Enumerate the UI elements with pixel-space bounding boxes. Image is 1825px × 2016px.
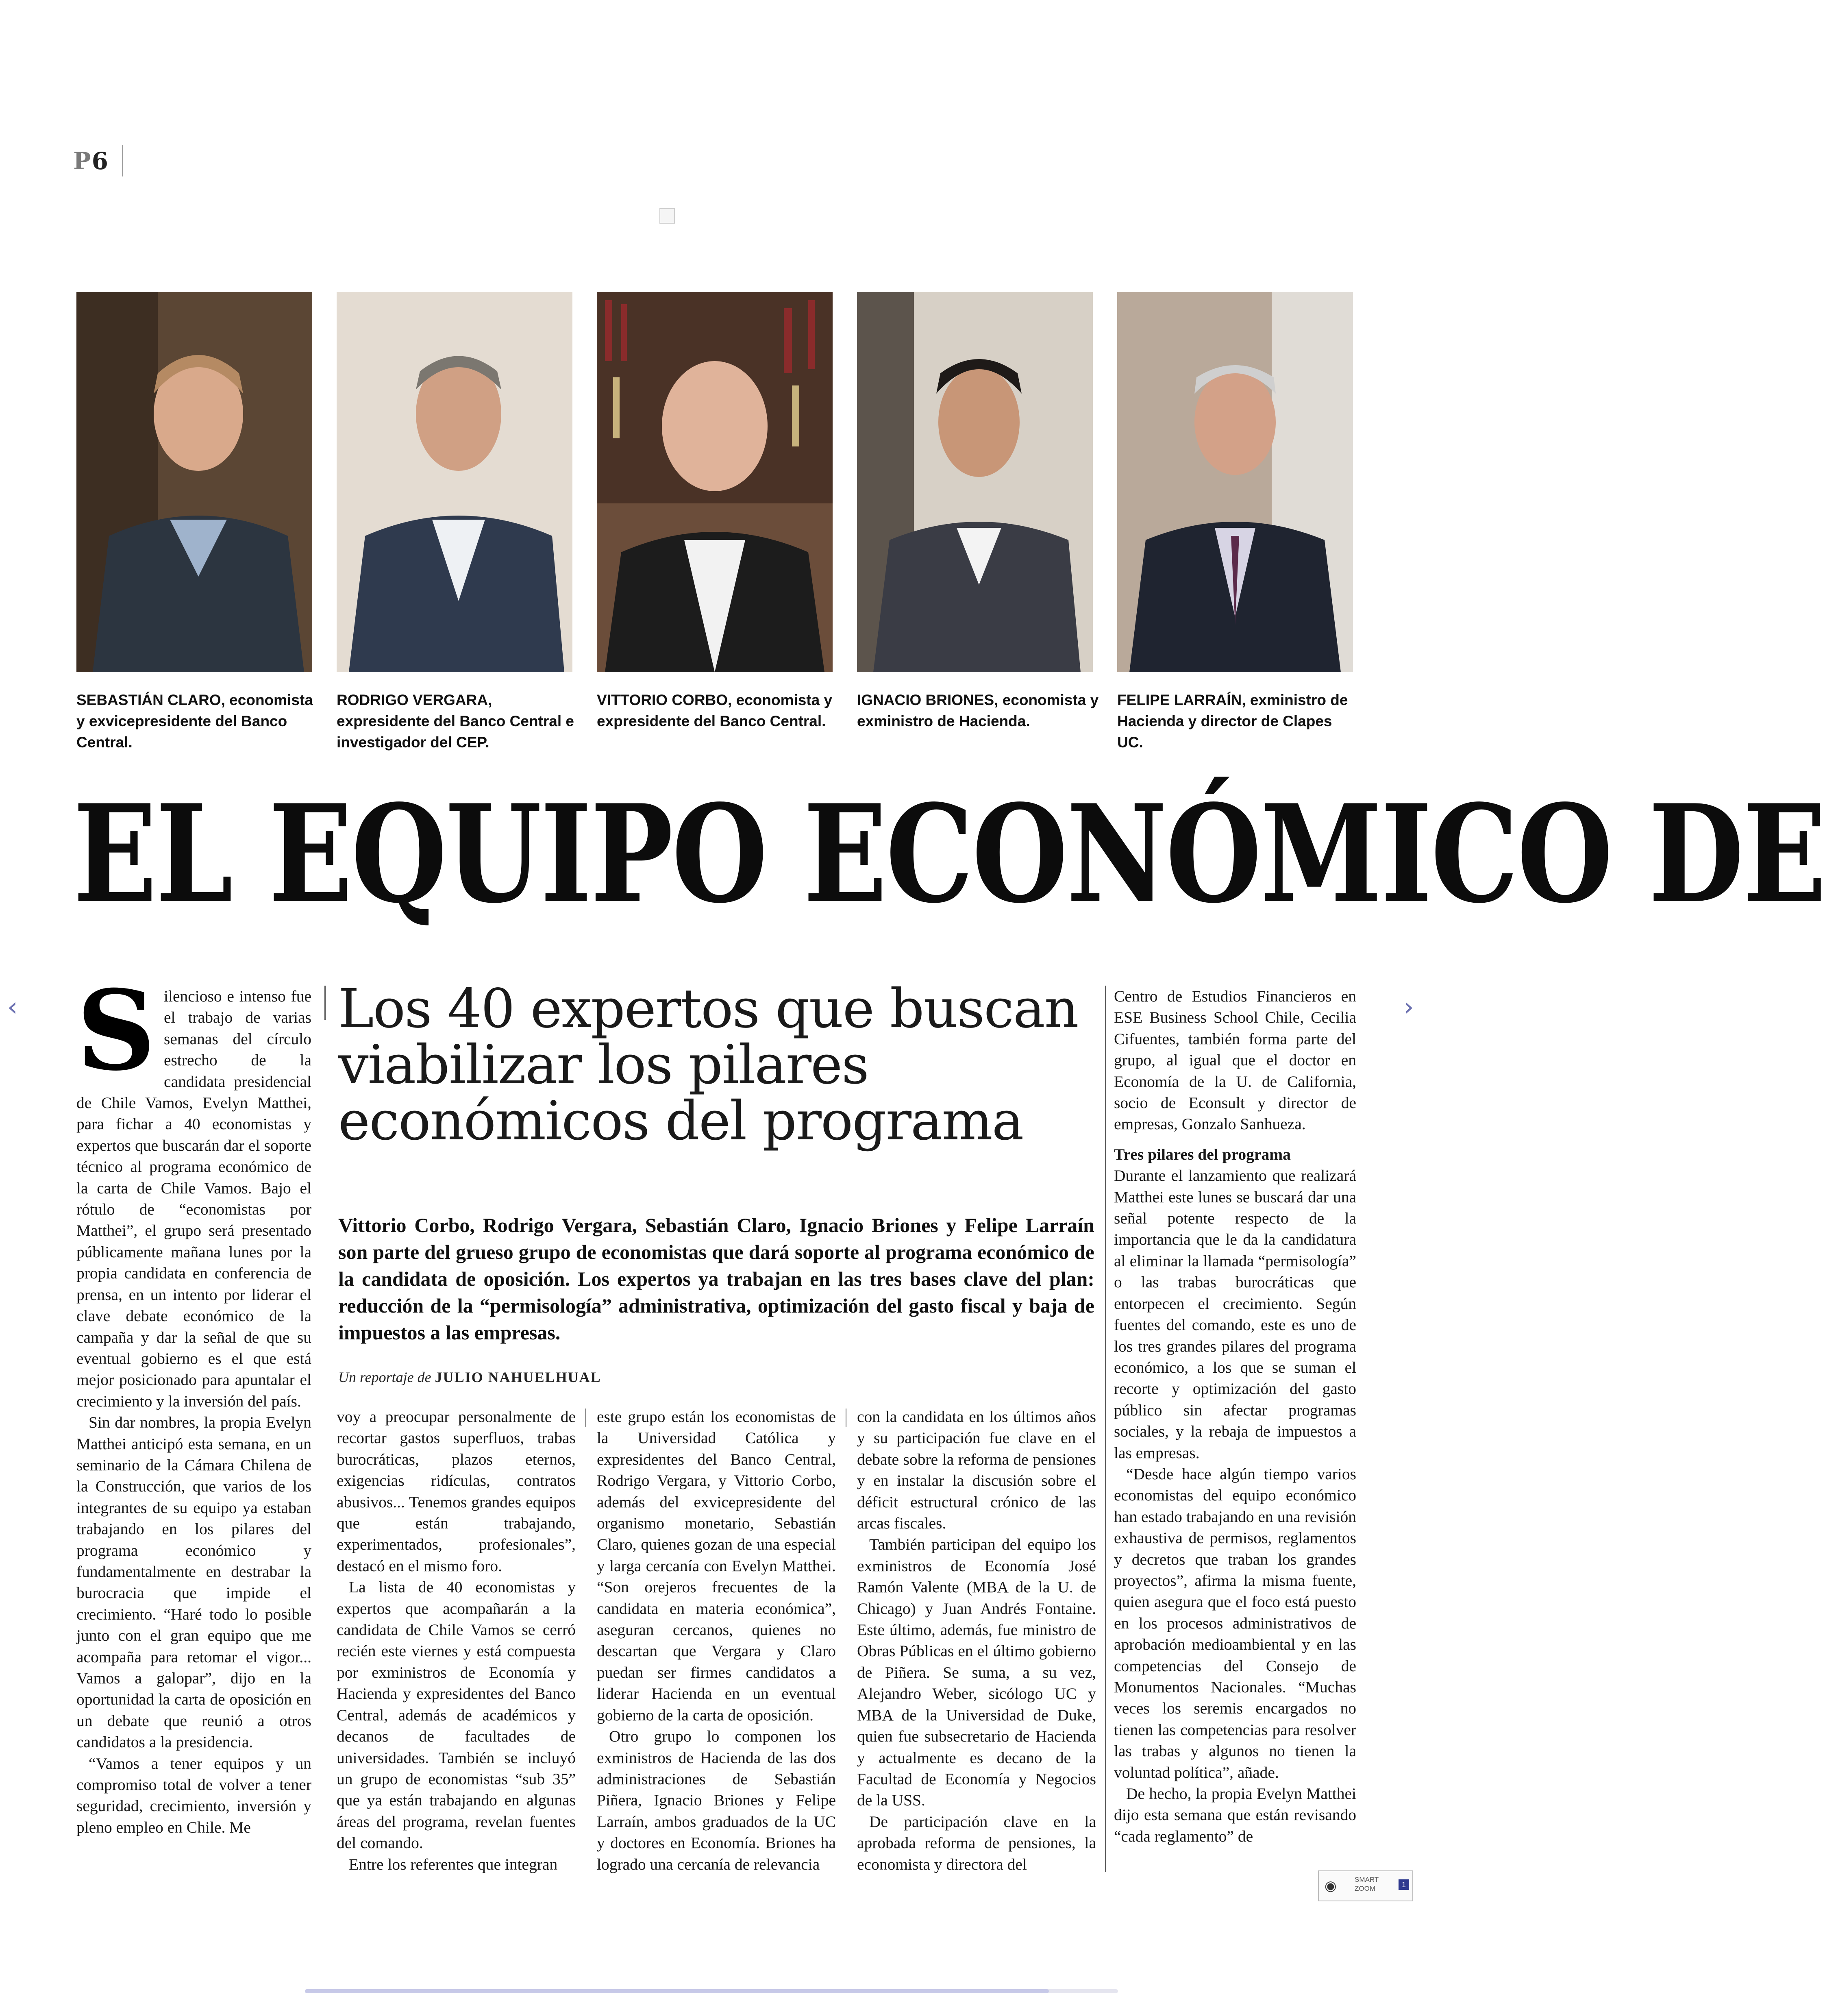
article-column-1: S ilencioso e intenso fue el trabajo de varias semanas del círculo estrecho de la candidata presidencial de Chile Vamos, Evelyn Matthei, para fichar a 40 economistas y expertos que buscarán dar el soporte técnico al programa económico de la carta de Chile Vamos. Bajo el rótulo de “economistas por Matthei”, el grupo será presentado públicamente mañana lunes por la propia candidata en conferencia de prensa, en un intento por liderar el clave debate económico de la campaña y dar la señal de que su eventual gobierno es el que está mejor posicionado para apuntalar el crecimiento y la inversión del país. Sin dar nombres, la propia Evelyn Matthei anticipó esta semana, en un seminario de la Cámara Chilena de la Construcción, que varios de los integrantes de su equipo ya estaban trabajando en los pilares del programa económico y fundamentalmente en destrabar la burocracia que impide el crecimiento. “Haré todo lo posible junto con el gran equipo que me acompaña para retomar el vigor... Vamos a galopar”, dijo en la oportunidad la carta de oposición en un debate que reunió a otros candidatos a la presidencia. “Vamos a tener equipos y un compromiso total de volver a tener seguridad, crecimiento, inversión y pleno empleo en Chile. Me: [76, 966, 311, 1836]
subheading: Tres pilares del programa: [1114, 1145, 1291, 1163]
article-column-3: este grupo están los economistas de la Universidad Católica y expresidentes del Banco Central, Rodrigo Vergara, y Vittorio Corbo, además del exvicepresidente del organismo monetario, Sebastián Claro, quienes gozan de una especial y larga cercanía con Evelyn Matthei. “Son orejeros frecuentes de la candidata en materia económica”, aseguran cercanos, quienes no descartan que Vergara y Claro puedan ser firmes candidatos a liderar Hacienda en un eventual gobierno de la carta de oposición. Otro grupo lo componen los exministros de Hacienda de las dos administraciones de Sebastián Piñera, Ignacio Briones y Felipe Larraín, ambos graduados de la UC y doctores en Economía. Briones ha logrado una cercanía de relevancia: [597, 1408, 836, 1873]
caption-felipe-larrain: FELIPE LARRAÍN, exministro de Hacienda y director de Clapes UC.: [1117, 692, 1348, 751]
photo-rodrigo-vergara: [337, 292, 572, 672]
column-divider: [324, 986, 326, 1020]
eye-icon: ◉: [1325, 1878, 1337, 1894]
photo-sebastian-claro: [76, 292, 312, 672]
byline: Un reportaje de JULIO NAHUELHUAL: [338, 1369, 601, 1385]
caption-rodrigo-vergara: RODRIGO VERGARA, expresidente del Banco Central e investigador del CEP.: [337, 692, 574, 751]
deck-title: Los 40 expertos que buscan viabilizar los pilares económicos del programa: [338, 978, 1078, 1152]
caption-vittorio-corbo: VITTORIO CORBO, economista y expresidente del Banco Central.: [597, 692, 833, 729]
drop-cap: S: [76, 966, 156, 1095]
zoom-level-badge: 1: [1399, 1879, 1409, 1890]
next-page-arrow-icon[interactable]: ›: [1403, 992, 1414, 1022]
caption-ignacio-briones: IGNACIO BRIONES, economista y exministro de Hacienda.: [857, 692, 1099, 729]
article-column-2: voy a preocupar personalmente de recortar gastos superfluos, trabas burocráticas, plazos eternos, exigencias ridículas, contratos abusivos... Tenemos grandes equipos que están trabajando, experimentados, profesionales”, destacó en el mismo foro. La lista de 40 economistas y expertos que acompañarán a la candidata de Chile Vamos se cerró recién este viernes y está compuesta por exministros de Economía y Hacienda y expresidentes del Banco Central, además de académicos y decanos de facultades de universidades. También se incluyó un grupo de economistas “sub 35” que ya están trabajando en algunas áreas del programa, revelan fuentes del comando. Entre los referentes que integran: [337, 1408, 576, 1873]
main-headline: EL EQUIPO ECONÓMICO DE: [73, 775, 1825, 933]
page-scrollbar-thumb[interactable]: [305, 1989, 1049, 1993]
column-divider: [585, 1409, 586, 1427]
article-column-5: Centro de Estudios Financieros en ESE Business School Chile, Cecilia Cifuentes, también forma parte del grupo, al igual que el doctor en Economía de la U. de California, socio de Econsult y director de empresas, Gonzalo Sanhueza. Tres pilares del programa Durante el lanzamiento que realizará Matthei este lunes se buscará dar una señal potente respecto de la importancia que le da la candidatura al eliminar la llamada “permisología” o las trabas burocráticas que entorpecen el crecimiento. Según fuentes del comando, este es uno de los tres grandes pilares del programa económico, a los que se suman el recorte y optimización del gasto público sin afectar programas sociales, y la rebaja de impuestos a las empresas. “Desde hace algún tiempo varios economistas del equipo económico han estado trabajando en una revisión exhaustiva de permisos, reglamentos y decretos que traban los grandes proyectos”, afirma la misma fuente, quien asegura que el foco está puesto en los procesos administrativos de aprobación medioambiental y en las competencias del Consejo de Monumentos Nacionales. “Muchas veces los seremis encargados no tienen las competencias para resolver las trabas y algunos no tienen la voluntad política”, añade. De hecho, la propia Evelyn Matthei dijo esta semana que están revisando “cada reglamento” de: [1114, 987, 1356, 1845]
photo-ignacio-briones: [857, 292, 1093, 672]
article-column-4: con la candidata en los últimos años y su participación fue clave en el debate sobre la reforma de pensiones y en instalar la discusión sobre el déficit estructural crónico de las arcas fiscales. También participan del equipo los exministros de Economía José Ramón Valente (MBA de la U. de Chicago) y Juan Andrés Fontaine. Este último, además, fue ministro de Obras Públicas en el último gobierno de Piñera. Se suma, a su vez, Alejandro Weber, sicólogo UC y MBA de la Universidad de Duke, quien fue subsecretario de Hacienda y actualmente es decano de la Facultad de Economía y Negocios de la USS. De participación clave en la aprobada reforma de pensiones, la economista y directora del: [857, 1408, 1096, 1873]
smart-zoom-button[interactable]: ◉ SMART ZOOM 1: [1318, 1870, 1413, 1901]
column-divider: [1105, 986, 1106, 1872]
photo-felipe-larrain: [1117, 292, 1353, 672]
page-number: P6: [73, 147, 109, 175]
page-number-divider: [122, 145, 123, 176]
photo-vittorio-corbo: [597, 292, 833, 672]
advert-marker-icon: [659, 208, 675, 224]
caption-sebastian-claro: SEBASTIÁN CLARO, economista y exvicepresidente del Banco Central.: [76, 692, 313, 751]
deck-lead: Vittorio Corbo, Rodrigo Vergara, Sebastián Claro, Ignacio Briones y Felipe Larraín son parte del grueso grupo de economistas que dará soporte al programa económico de la candidata de oposición. Los expertos ya trabajan en las tres bases clave del plan: reducción de la “permisología” administrativa, optimización del gasto fiscal y baja de impuestos a las empresas.: [338, 1214, 1094, 1344]
prev-page-arrow-icon[interactable]: ‹: [7, 992, 18, 1022]
